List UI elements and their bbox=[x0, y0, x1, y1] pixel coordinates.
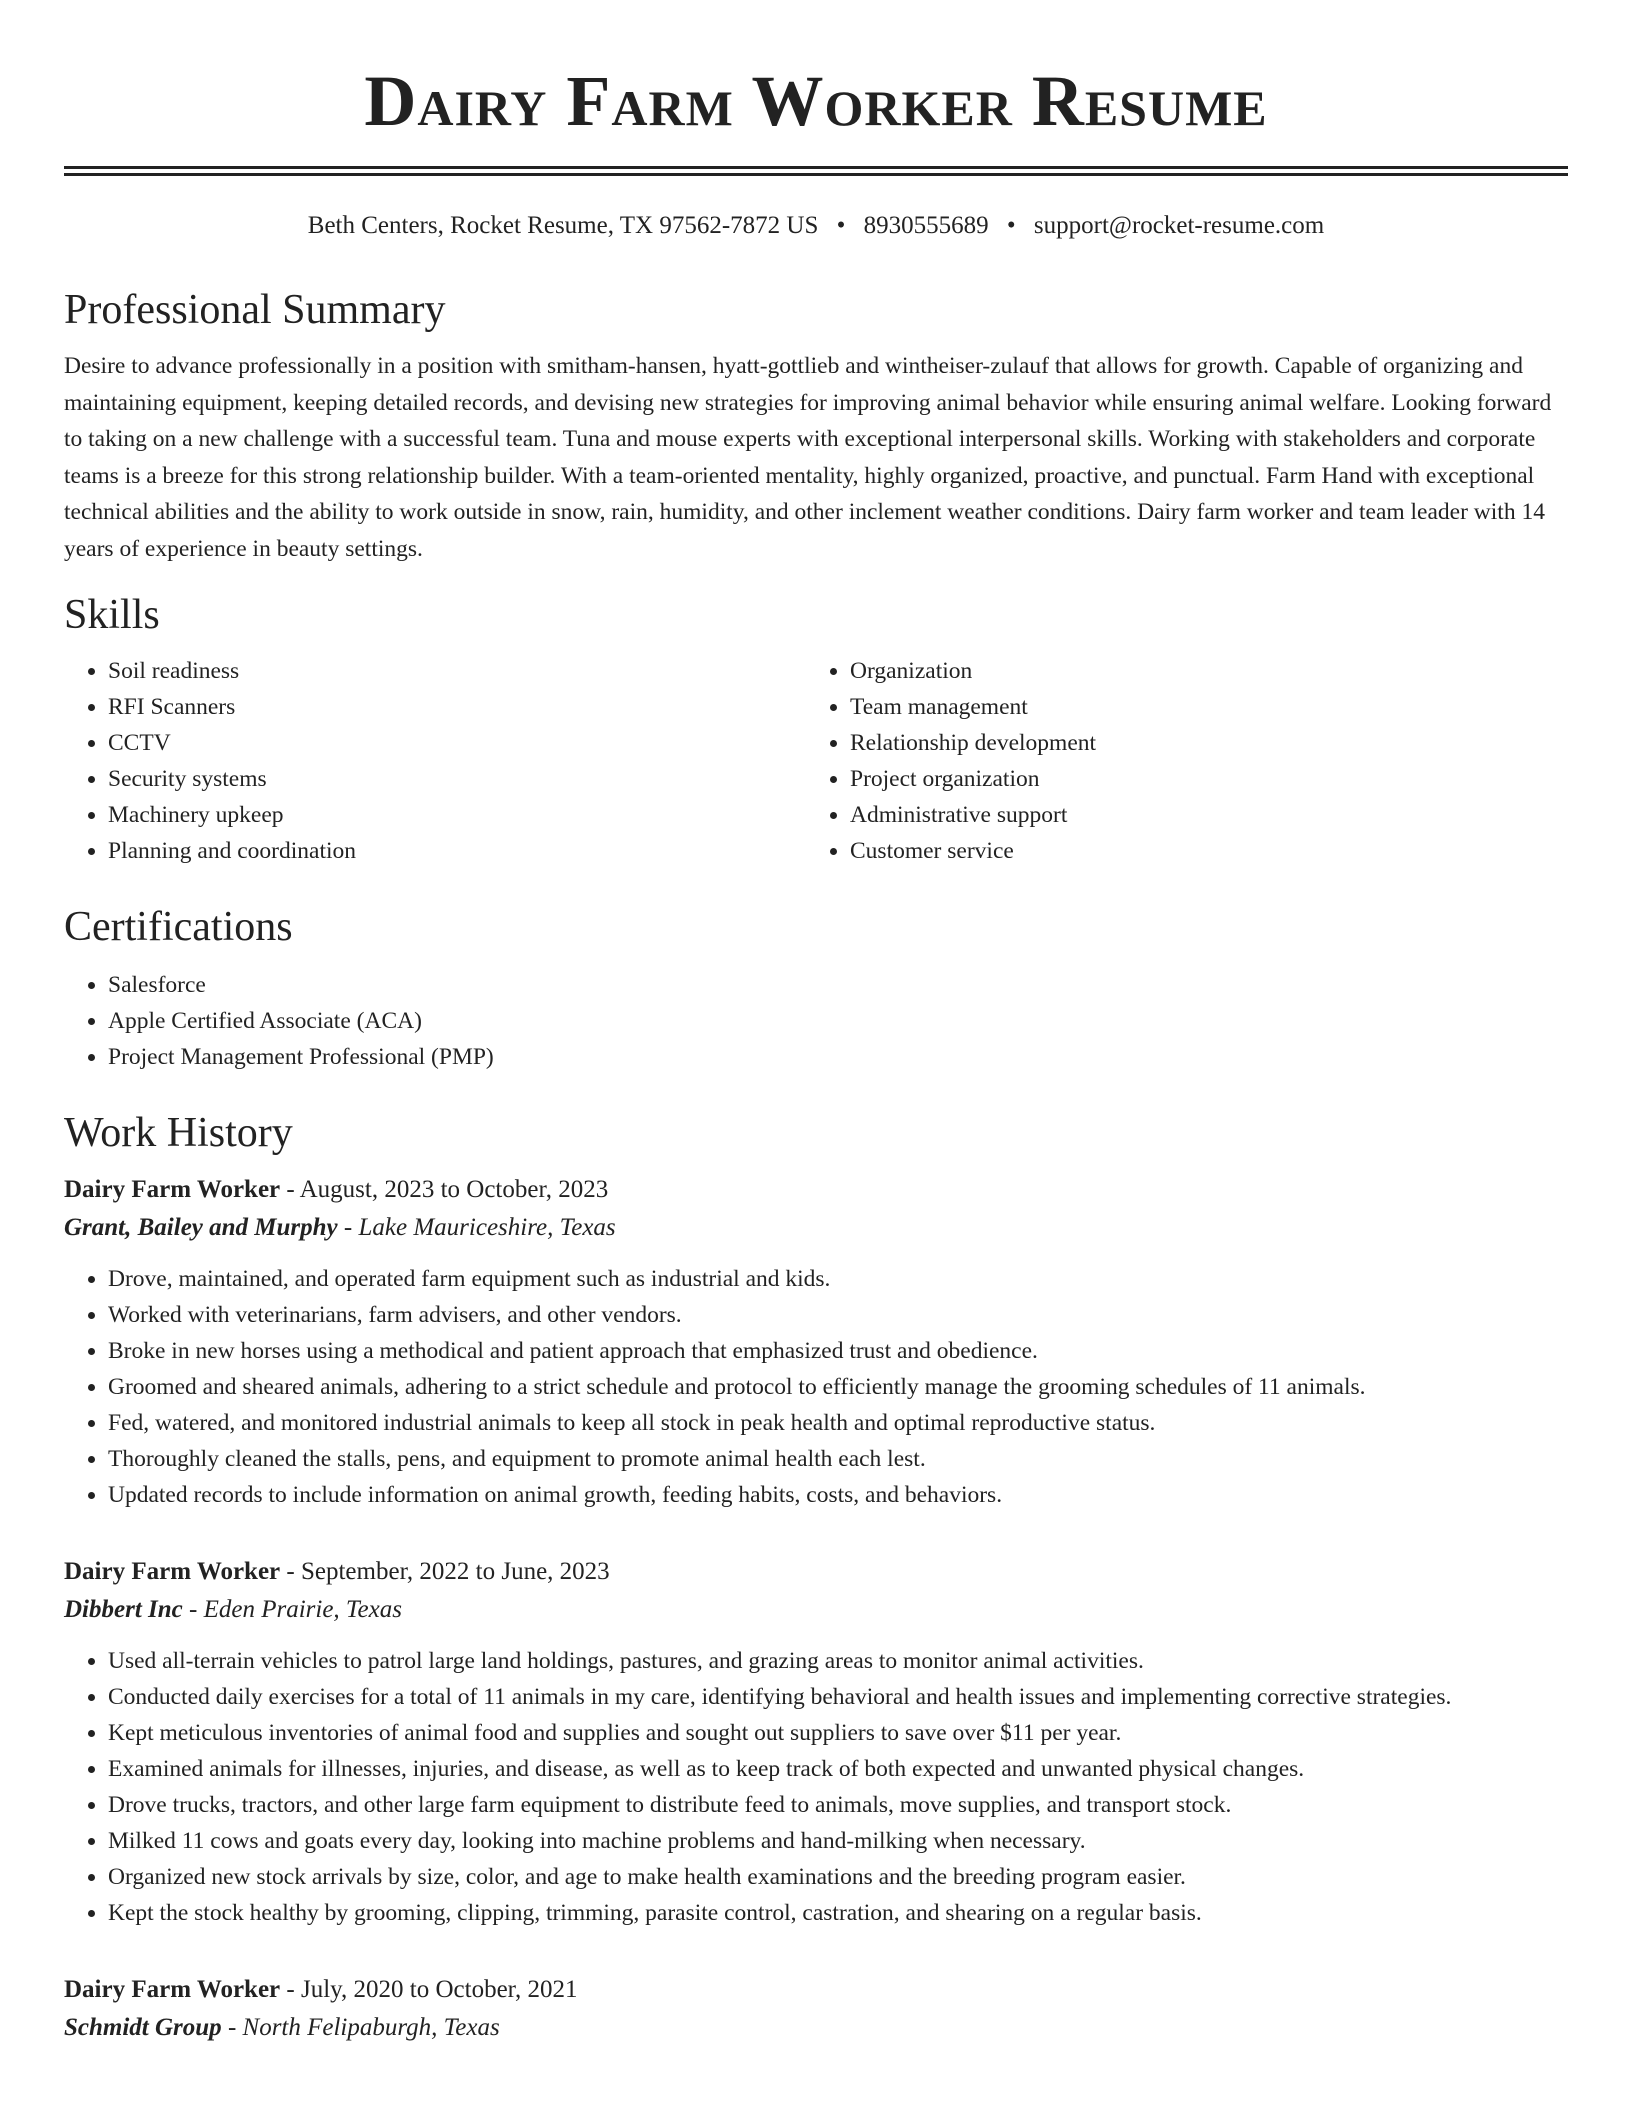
skill-item: • CCTV bbox=[108, 725, 806, 761]
job-entry bbox=[64, 1971, 1568, 2047]
job-duty-item: • Worked with veterinarians, farm advisers, and other vendors. bbox=[108, 1297, 1568, 1333]
skills-columns bbox=[64, 653, 1568, 869]
resume-title: Dairy Farm Worker Resume bbox=[364, 61, 1268, 141]
skill-item: • Planning and coordination bbox=[108, 833, 806, 869]
contact-address: Beth Centers, Rocket Resume, TX 97562-7872 US bbox=[307, 212, 819, 239]
job-dates: - September, 2022 to June, 2023 bbox=[280, 1558, 610, 1585]
job-duty-item: • Fed, watered, and monitored industrial animals to keep all stock in peak health and optimal reproductive status. bbox=[108, 1405, 1568, 1441]
job-duty-item: • Kept the stock healthy by grooming, clipping, trimming, parasite control, castration, and shearing on a regular basis. bbox=[108, 1895, 1568, 1931]
skill-item: • Security systems bbox=[108, 761, 806, 797]
contact-phone: 8930555689 bbox=[863, 212, 989, 239]
job-title: Dairy Farm Worker bbox=[64, 1176, 281, 1203]
job-location: - Eden Prairie, Texas bbox=[182, 1596, 402, 1623]
job-duty-item: • Conducted daily exercises for a total of 11 animals in my care, identifying behavioral and health issues and implementing corrective strategies. bbox=[108, 1679, 1568, 1715]
job-entry bbox=[64, 1553, 1568, 1931]
job-duty-item: • Kept meticulous inventories of animal food and supplies and sought out suppliers to save over $11 per year. bbox=[108, 1715, 1568, 1751]
job-duty-item: • Thoroughly cleaned the stalls, pens, and equipment to promote animal health each lest. bbox=[108, 1441, 1568, 1477]
job-duty-item: • Drove, maintained, and operated farm equipment such as industrial and kids. bbox=[108, 1261, 1568, 1297]
title-divider bbox=[64, 166, 1568, 176]
contact-separator: • bbox=[1006, 212, 1016, 239]
job-company-line bbox=[64, 1591, 1568, 1629]
skill-item: • Machinery upkeep bbox=[108, 797, 806, 833]
job-entry bbox=[64, 1171, 1568, 1513]
skill-item: • RFI Scanners bbox=[108, 689, 806, 725]
skill-item: • Customer service bbox=[850, 833, 1548, 869]
skill-item: • Team management bbox=[850, 689, 1548, 725]
job-company: Dibbert Inc bbox=[64, 1596, 183, 1623]
resume-page bbox=[64, 0, 1568, 2047]
skills-heading: Skills bbox=[64, 592, 160, 638]
skills-right-list bbox=[806, 653, 1548, 869]
job-duties-list bbox=[64, 1261, 1568, 1513]
skill-item: • Soil readiness bbox=[108, 653, 806, 689]
certifications-list bbox=[64, 967, 1568, 1075]
job-duty-item: • Examined animals for illnesses, injuries, and disease, as well as to keep track of both expected and unwanted physical changes. bbox=[108, 1751, 1568, 1787]
job-duty-item: • Groomed and sheared animals, adhering to a strict schedule and protocol to efficiently manage the grooming schedules of 11 animals. bbox=[108, 1369, 1568, 1405]
skill-item: • Relationship development bbox=[850, 725, 1548, 761]
job-header bbox=[64, 1971, 1568, 2009]
job-duties-list bbox=[64, 1643, 1568, 1931]
certification-item: • Project Management Professional (PMP) bbox=[108, 1039, 1568, 1075]
job-duty-item: • Organized new stock arrivals by size, color, and age to make health examinations and the breeding program easier. bbox=[108, 1859, 1568, 1895]
job-company: Grant, Bailey and Murphy bbox=[64, 1214, 338, 1241]
job-duty-item: • Drove trucks, tractors, and other large farm equipment to distribute feed to animals, move supplies, and transport stock. bbox=[108, 1787, 1568, 1823]
job-header bbox=[64, 1553, 1568, 1591]
job-duty-item: • Used all-terrain vehicles to patrol large land holdings, pastures, and grazing areas to monitor animal activities. bbox=[108, 1643, 1568, 1679]
job-title: Dairy Farm Worker bbox=[64, 1976, 281, 2003]
contact-email: support@rocket-resume.com bbox=[1033, 212, 1325, 239]
job-company-line bbox=[64, 2009, 1568, 2047]
work-history-heading: Work History bbox=[64, 1110, 293, 1156]
job-duty-item: • Milked 11 cows and goats every day, looking into machine problems and hand-milking when necessary. bbox=[108, 1823, 1568, 1859]
job-dates: - July, 2020 to October, 2021 bbox=[280, 1976, 578, 2003]
summary-heading: Professional Summary bbox=[64, 287, 446, 333]
certification-item: • Salesforce bbox=[108, 967, 1568, 1003]
skill-item: • Administrative support bbox=[850, 797, 1548, 833]
contact-separator: • bbox=[836, 212, 846, 239]
job-dates: - August, 2023 to October, 2023 bbox=[280, 1176, 609, 1203]
job-location: - North Felipaburgh, Texas bbox=[221, 2014, 500, 2041]
certifications-heading: Certifications bbox=[64, 904, 293, 950]
job-company: Schmidt Group bbox=[64, 2014, 222, 2041]
certification-item: • Apple Certified Associate (ACA) bbox=[108, 1003, 1568, 1039]
skill-item: • Project organization bbox=[850, 761, 1548, 797]
skills-left-list bbox=[64, 653, 806, 869]
job-duty-item: • Updated records to include information on animal growth, feeding habits, costs, and behaviors. bbox=[108, 1477, 1568, 1513]
job-header bbox=[64, 1171, 1568, 1209]
skill-item: • Organization bbox=[850, 653, 1548, 689]
job-location: - Lake Mauriceshire, Texas bbox=[337, 1214, 616, 1241]
job-duty-item: • Broke in new horses using a methodical and patient approach that emphasized trust and obedience. bbox=[108, 1333, 1568, 1369]
contact-line bbox=[64, 210, 1568, 242]
job-title: Dairy Farm Worker bbox=[64, 1558, 281, 1585]
job-company-line bbox=[64, 1209, 1568, 1247]
summary-text: Desire to advance professionally in a position with smitham-hansen, hyatt-gottlieb and wintheiser-zulauf that allows for growth. Capable of organizing and maintaining equipment, keeping detailed records, and devising new strategies for improving animal behavior while ensuring animal welfare. Looking forward to taking on a new challenge with a successful team. Tuna and mouse experts with exceptional interpersonal skills. Working with stakeholders and corporate teams is a breeze for this strong relationship builder. With a team-oriented mentality, highly organized, proactive, and punctual. Farm Hand with exceptional technical abilities and the ability to work outside in snow, rain, humidity, and other inclement weather conditions. Dairy farm worker and team leader with 14 years of experience in beauty settings. bbox=[64, 353, 1552, 562]
